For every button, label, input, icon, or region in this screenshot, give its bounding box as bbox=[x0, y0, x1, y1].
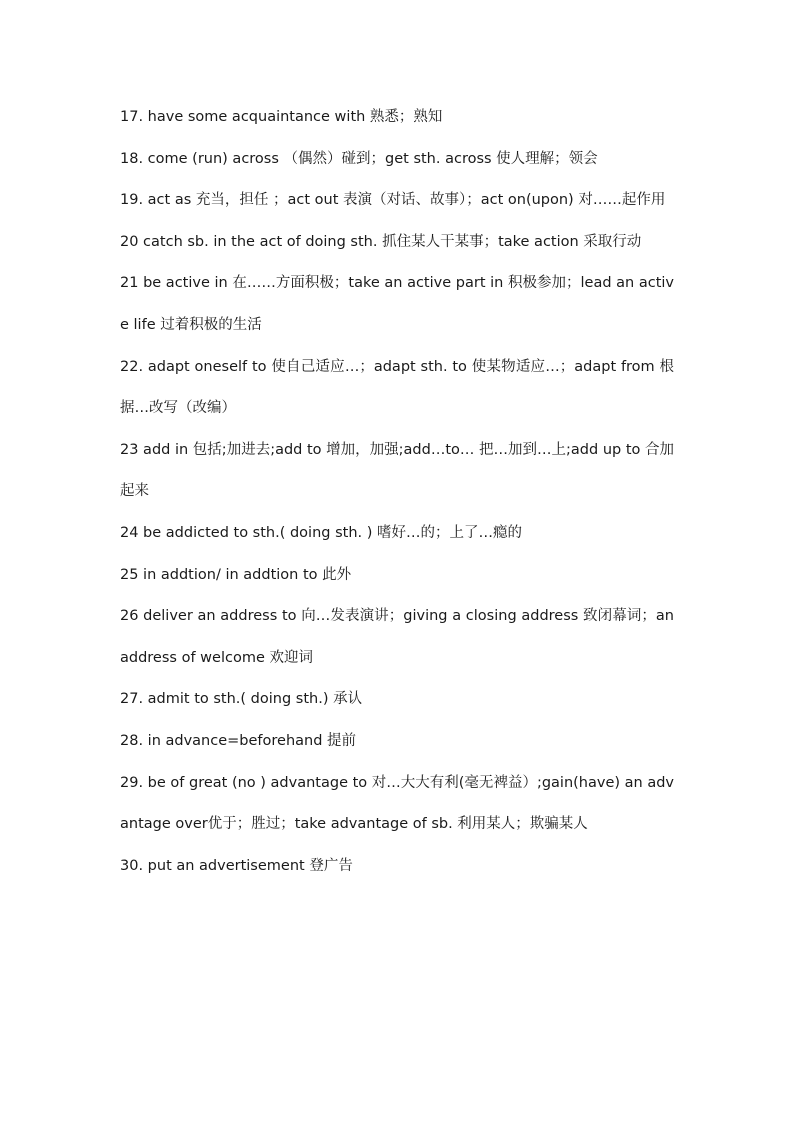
list-item: 22. adapt oneself to 使自己适应…；adapt sth. to 使某物适应…；adapt from 根据…改写（改编） bbox=[120, 358, 674, 417]
list-item: 26 deliver an address to 向…发表演讲；giving a closing address 致闭幕词；an address of welcome 欢迎词 bbox=[120, 608, 674, 666]
vocabulary-list bbox=[120, 97, 674, 887]
list-item: 18. come (run) across （偶然）碰到；get sth. across 使人理解；领会 bbox=[120, 150, 598, 167]
list-item: 19. act as 充当，担任 ；act out 表演（对话、故事）；act on(upon) 对……起作用 bbox=[120, 192, 666, 209]
list-item: 21 be active in 在……方面积极；take an active part in 积极参加；lead an active life 过着积极的生活 bbox=[120, 275, 674, 333]
list-item: 29. be of great (no ) advantage to 对…大大有利(毫无裨益）;gain(have) an advantage over优于；胜过；take advantage of sb. 利用某人；欺骗某人 bbox=[120, 774, 674, 833]
list-item: 24 be addicted to sth.( doing sth. ) 嗜好…的；上了…瘾的 bbox=[120, 524, 522, 541]
list-item: 30. put an advertisement 登广告 bbox=[120, 857, 353, 874]
list-item: 20 catch sb. in the act of doing sth. 抓住某人干某事；take action 采取行动 bbox=[120, 233, 642, 250]
list-item: 25 in addtion/ in addtion to 此外 bbox=[120, 566, 352, 583]
list-item: 23 add in 包括;加进去;add to 增加，加强;add…to… 把…加到…上;add up to 合加起来 bbox=[120, 441, 674, 500]
list-item: 17. have some acquaintance with 熟悉；熟知 bbox=[120, 109, 443, 125]
list-item: 27. admit to sth.( doing sth.) 承认 bbox=[120, 691, 363, 708]
list-item: 28. in advance=beforehand 提前 bbox=[120, 732, 357, 749]
